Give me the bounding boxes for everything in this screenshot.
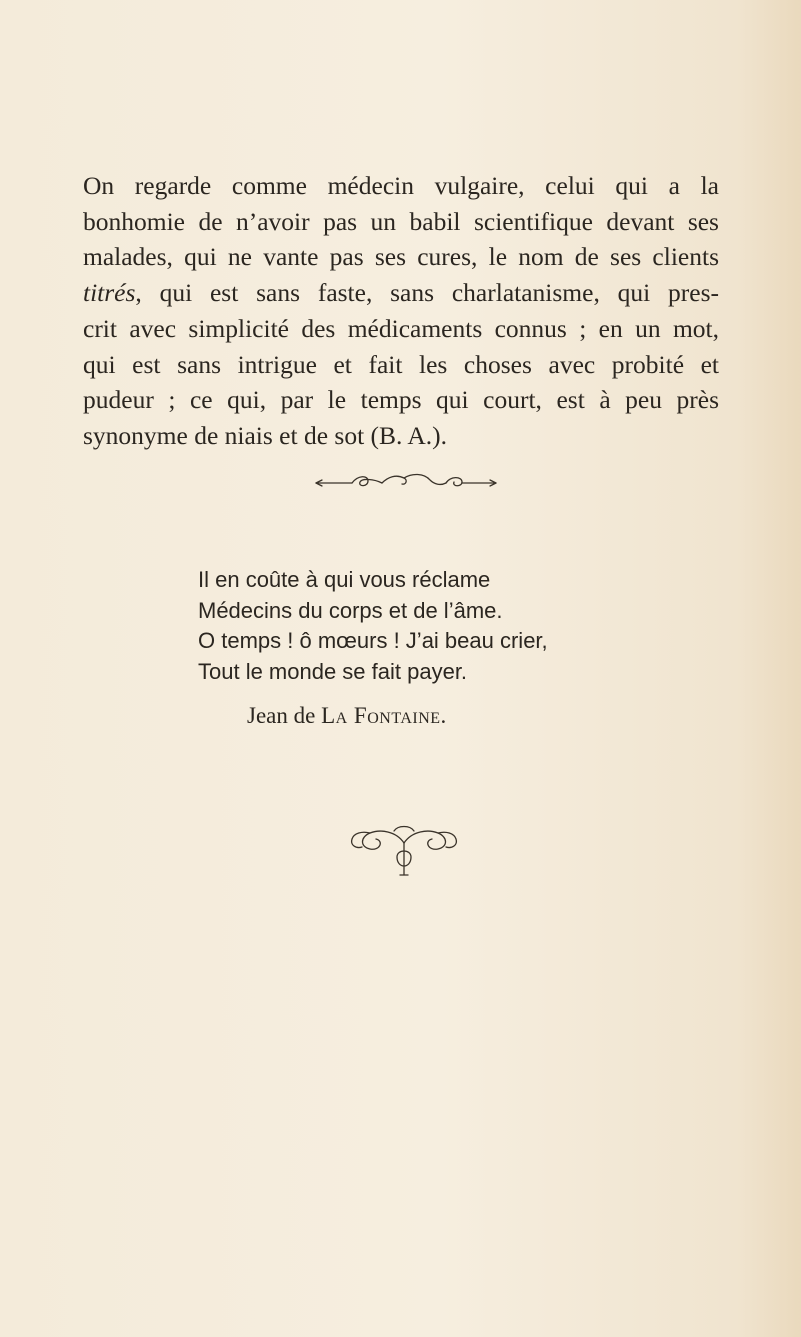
prose-paragraph <box>83 168 719 454</box>
prose-line: bonhomie de n’avoir pas un babil scientifique devant ses <box>83 206 719 236</box>
author-last-name: La Fontaine. <box>321 703 447 728</box>
prose-line: synonyme de niais et de sot (B. A.). <box>83 420 448 450</box>
verse-line: O temps ! ô mœurs ! J’ai beau crier, <box>198 628 548 653</box>
author-first-name: Jean de <box>247 703 316 728</box>
prose-line: qui est sans intrigue et fait les choses avec probité et <box>83 349 719 379</box>
prose-line <box>83 275 719 311</box>
italic-word: titrés <box>83 278 136 308</box>
verse-quotation <box>198 565 548 687</box>
prose-line: pudeur ; ce qui, par le temps qui court, est à peu près <box>83 385 719 415</box>
attribution <box>247 703 447 729</box>
rule-ornament <box>312 470 502 492</box>
prose-line: malades, qui ne vante pas ses cures, le nom de ses clients <box>83 242 719 272</box>
verse-line: Tout le monde se fait payer. <box>198 658 468 684</box>
fleuron-ornament <box>340 823 468 881</box>
prose-line: On regarde comme médecin vulgaire, celui qui a la <box>83 171 719 200</box>
prose-line: crit avec simplicité des médicaments connus ; en un mot, <box>83 313 719 343</box>
verse-line: Médecins du corps et de l’âme. <box>198 597 503 623</box>
verse-line: Il en coûte à qui vous réclame <box>198 567 491 592</box>
prose-line-rest: , qui est sans faste, sans charlatanisme, qui pres- <box>135 278 719 308</box>
